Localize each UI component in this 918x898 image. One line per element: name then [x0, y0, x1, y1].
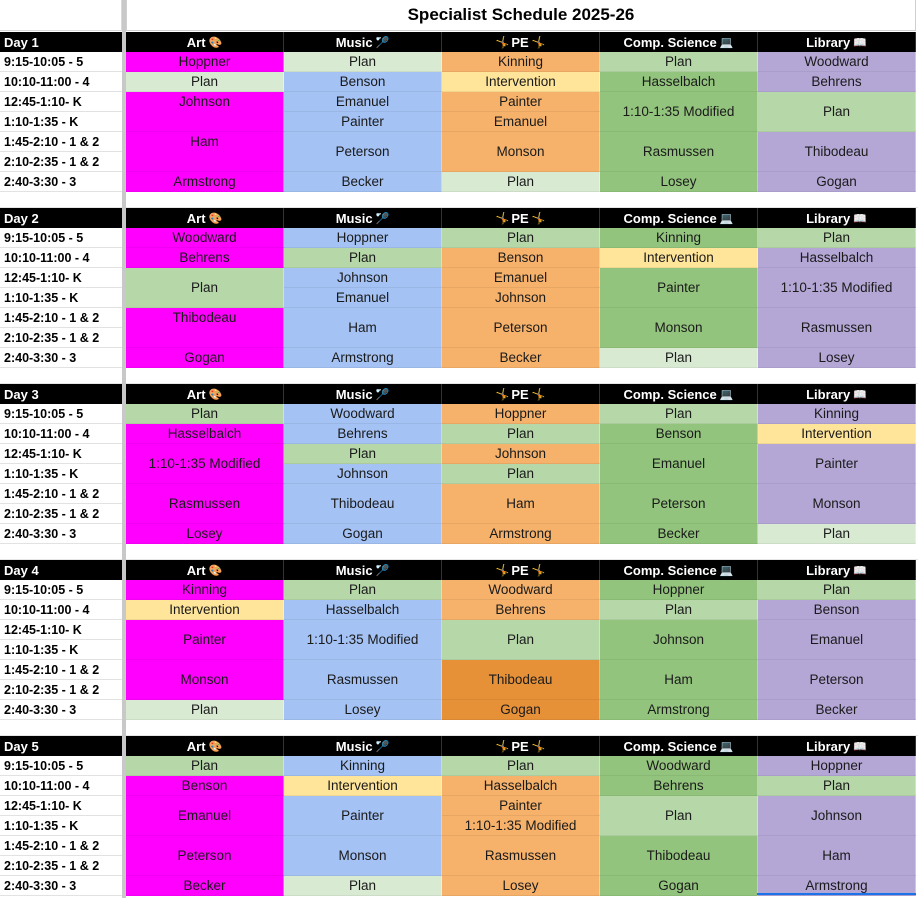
subject-label: Library — [806, 210, 851, 226]
subject-header-art[interactable] — [126, 32, 284, 52]
schedule-cell-art[interactable]: Benson — [126, 776, 284, 796]
subject-label: Music — [335, 210, 373, 226]
schedule-cell-art[interactable]: 1:10-1:35 Modified — [126, 444, 284, 484]
selected-cell-indicator — [757, 893, 916, 895]
schedule-cell-comp-science[interactable]: 1:10-1:35 Modified — [600, 92, 758, 132]
time-slot-label[interactable]: 10:10-11:00 - 4 — [0, 248, 122, 268]
schedule-cell-pe[interactable]: Losey — [442, 876, 600, 896]
schedule-cell-comp-science[interactable]: Monson — [600, 308, 758, 348]
schedule-cell-comp-science[interactable]: Gogan — [600, 876, 758, 896]
schedule-cell-comp-science[interactable]: Peterson — [600, 484, 758, 524]
time-slot-label[interactable]: 12:45-1:10- K — [0, 620, 122, 640]
emoji-icon: 🤸 — [495, 211, 510, 225]
day-header[interactable] — [0, 32, 122, 52]
subject-header-comp-science[interactable] — [600, 32, 758, 52]
emoji-icon: 🤸 — [495, 35, 510, 49]
schedule-cell-art[interactable]: Plan — [126, 72, 284, 92]
time-slot-label[interactable]: 10:10-11:00 - 4 — [0, 600, 122, 620]
subject-header-music[interactable] — [284, 384, 442, 404]
emoji-icon: 📖 — [853, 35, 867, 49]
schedule-cell-pe[interactable]: Monson — [442, 132, 600, 172]
schedule-cell-music[interactable]: 1:10-1:35 Modified — [284, 620, 442, 660]
emoji-icon: 🎨 — [208, 35, 223, 49]
emoji-icon: 🎨 — [208, 563, 223, 577]
subject-header-library[interactable] — [758, 560, 916, 580]
schedule-cell-art[interactable]: Becker — [126, 876, 284, 896]
emoji-icon: 🤸 — [495, 387, 510, 401]
schedule-cell-comp-science[interactable]: Becker — [600, 524, 758, 544]
subject-label: Music — [335, 738, 373, 754]
schedule-cell-pe[interactable]: Woodward — [442, 580, 600, 600]
time-slot-label[interactable]: 1:45-2:10 - 1 & 2 — [0, 660, 122, 680]
empty-corner-cell[interactable] — [0, 0, 122, 31]
schedule-cell-pe[interactable]: Intervention — [442, 72, 600, 92]
emoji-icon: 🏸 — [375, 563, 390, 577]
emoji-icon: 📖 — [853, 387, 867, 401]
schedule-cell-comp-science[interactable]: Hasselbalch — [600, 72, 758, 92]
subject-label: Art — [186, 210, 206, 226]
schedule-cell-music[interactable]: Behrens — [284, 424, 442, 444]
schedule-cell-comp-science[interactable]: Johnson — [600, 620, 758, 660]
subject-label: Art — [186, 738, 206, 754]
schedule-cell-art[interactable]: Hasselbalch — [126, 424, 284, 444]
subject-header-comp-science[interactable] — [600, 384, 758, 404]
emoji-icon: 🤸 — [531, 387, 546, 401]
schedule-cell-music[interactable]: Plan — [284, 444, 442, 464]
schedule-cell-comp-science[interactable]: Hoppner — [600, 580, 758, 600]
schedule-cell-pe[interactable]: Armstrong — [442, 524, 600, 544]
subject-label: Comp. Science — [623, 34, 717, 50]
time-slot-label[interactable]: 1:10-1:35 - K — [0, 816, 122, 836]
frozen-column-divider[interactable] — [122, 0, 126, 898]
schedule-cell-library[interactable]: Plan — [758, 776, 916, 796]
schedule-cell-art[interactable]: Peterson — [126, 836, 284, 876]
schedule-cell-music[interactable]: Rasmussen — [284, 660, 442, 700]
schedule-cell-art[interactable]: Plan — [126, 756, 284, 776]
schedule-cell-music[interactable]: Benson — [284, 72, 442, 92]
schedule-cell-comp-science[interactable]: Plan — [600, 348, 758, 368]
subject-label: Music — [335, 34, 373, 50]
schedule-cell-pe[interactable]: Behrens — [442, 600, 600, 620]
subject-label: Comp. Science — [623, 738, 717, 754]
schedule-cell-library[interactable]: Plan — [758, 524, 916, 544]
time-slot-label[interactable]: 1:10-1:35 - K — [0, 288, 122, 308]
emoji-icon: 🎨 — [208, 387, 223, 401]
time-slot-label[interactable]: 10:10-11:00 - 4 — [0, 776, 122, 796]
subject-label: PE — [511, 34, 529, 50]
emoji-icon: 🤸 — [531, 211, 546, 225]
schedule-cell-art[interactable]: Plan — [126, 404, 284, 424]
schedule-cell-music[interactable]: Kinning — [284, 756, 442, 776]
subject-header-music[interactable] — [284, 736, 442, 756]
schedule-cell-library[interactable]: Losey — [758, 348, 916, 368]
subject-header-music[interactable] — [284, 208, 442, 228]
time-slot-label[interactable]: 9:15-10:05 - 5 — [0, 580, 122, 600]
subject-header-library[interactable] — [758, 384, 916, 404]
time-slot-label[interactable]: 2:10-2:35 - 1 & 2 — [0, 856, 122, 876]
schedule-cell-comp-science[interactable]: Intervention — [600, 248, 758, 268]
schedule-cell-library[interactable]: Emanuel — [758, 620, 916, 660]
time-slot-label[interactable]: 2:40-3:30 - 3 — [0, 700, 122, 720]
subject-header-pe[interactable] — [442, 208, 600, 228]
schedule-cell-music[interactable]: Plan — [284, 52, 442, 72]
schedule-cell-music[interactable]: Hasselbalch — [284, 600, 442, 620]
time-slot-label[interactable]: 12:45-1:10- K — [0, 268, 122, 288]
time-slot-label[interactable]: 12:45-1:10- K — [0, 444, 122, 464]
emoji-icon: 💻 — [719, 35, 734, 49]
day-header[interactable] — [0, 736, 122, 756]
subject-label: Comp. Science — [623, 386, 717, 402]
time-slot-label[interactable]: 2:40-3:30 - 3 — [0, 348, 122, 368]
schedule-cell-art[interactable]: Johnson — [126, 92, 284, 132]
time-slot-label[interactable]: 1:45-2:10 - 1 & 2 — [0, 836, 122, 856]
emoji-icon: 📖 — [853, 211, 867, 225]
subject-label: Music — [335, 386, 373, 402]
subject-label: PE — [511, 738, 529, 754]
schedule-cell-music[interactable]: Emanuel — [284, 288, 442, 308]
schedule-cell-art[interactable]: Painter — [126, 620, 284, 660]
schedule-cell-pe[interactable]: Emanuel — [442, 268, 600, 288]
schedule-cell-pe[interactable]: Gogan — [442, 700, 600, 720]
time-slot-label[interactable]: 2:10-2:35 - 1 & 2 — [0, 328, 122, 348]
schedule-cell-library[interactable]: Thibodeau — [758, 132, 916, 172]
emoji-icon: 💻 — [719, 739, 734, 753]
schedule-cell-music[interactable]: Monson — [284, 836, 442, 876]
emoji-icon: 🎨 — [208, 739, 223, 753]
schedule-cell-music[interactable]: Becker — [284, 172, 442, 192]
schedule-cell-library[interactable]: Ham — [758, 836, 916, 876]
subject-header-art[interactable] — [126, 384, 284, 404]
emoji-icon: 💻 — [719, 563, 734, 577]
schedule-cell-comp-science[interactable]: Benson — [600, 424, 758, 444]
time-slot-label[interactable]: 12:45-1:10- K — [0, 92, 122, 112]
subject-label: Art — [186, 562, 206, 578]
day-header[interactable] — [0, 560, 122, 580]
time-slot-label[interactable]: 9:15-10:05 - 5 — [0, 756, 122, 776]
time-slot-label[interactable]: 9:15-10:05 - 5 — [0, 52, 122, 72]
schedule-cell-pe[interactable]: Hoppner — [442, 404, 600, 424]
subject-label: Art — [186, 34, 206, 50]
subject-header-art[interactable] — [126, 560, 284, 580]
schedule-cell-music[interactable]: Gogan — [284, 524, 442, 544]
subject-label: Music — [335, 562, 373, 578]
schedule-cell-music[interactable]: Thibodeau — [284, 484, 442, 524]
schedule-cell-library[interactable]: Johnson — [758, 796, 916, 836]
schedule-cell-music[interactable]: Hoppner — [284, 228, 442, 248]
schedule-cell-music[interactable]: Painter — [284, 796, 442, 836]
subject-header-pe[interactable] — [442, 560, 600, 580]
subject-header-pe[interactable] — [442, 32, 600, 52]
sheet-title[interactable]: Specialist Schedule 2025-26 — [126, 0, 916, 31]
schedule-cell-comp-science[interactable]: Woodward — [600, 756, 758, 776]
schedule-cell-pe[interactable]: Hasselbalch — [442, 776, 600, 796]
emoji-icon: 💻 — [719, 387, 734, 401]
schedule-cell-comp-science[interactable]: Thibodeau — [600, 836, 758, 876]
schedule-cell-pe[interactable]: Ham — [442, 484, 600, 524]
schedule-cell-comp-science[interactable]: Rasmussen — [600, 132, 758, 172]
schedule-cell-art[interactable]: Woodward — [126, 228, 284, 248]
spacer-row[interactable] — [0, 544, 918, 560]
schedule-cell-music[interactable]: Armstrong — [284, 348, 442, 368]
schedule-cell-music[interactable]: Emanuel — [284, 92, 442, 112]
emoji-icon: 🏸 — [375, 739, 390, 753]
emoji-icon: 🤸 — [531, 563, 546, 577]
day-label: Day 1 — [4, 34, 39, 50]
schedule-cell-pe[interactable]: Plan — [442, 620, 600, 660]
subject-label: Comp. Science — [623, 210, 717, 226]
schedule-cell-pe[interactable]: Johnson — [442, 288, 600, 308]
schedule-cell-pe[interactable]: Johnson — [442, 444, 600, 464]
schedule-cell-library[interactable]: 1:10-1:35 Modified — [758, 268, 916, 308]
schedule-cell-music[interactable]: Woodward — [284, 404, 442, 424]
schedule-cell-library[interactable]: Becker — [758, 700, 916, 720]
subject-header-library[interactable] — [758, 32, 916, 52]
subject-header-library[interactable] — [758, 736, 916, 756]
subject-label: Art — [186, 386, 206, 402]
subject-header-pe[interactable] — [442, 384, 600, 404]
time-slot-label[interactable]: 2:10-2:35 - 1 & 2 — [0, 504, 122, 524]
subject-label: Library — [806, 34, 851, 50]
schedule-cell-art[interactable]: Behrens — [126, 248, 284, 268]
schedule-cell-library[interactable]: Monson — [758, 484, 916, 524]
time-slot-label[interactable]: 2:40-3:30 - 3 — [0, 172, 122, 192]
time-slot-label[interactable]: 2:40-3:30 - 3 — [0, 876, 122, 896]
subject-header-art[interactable] — [126, 736, 284, 756]
subject-header-music[interactable] — [284, 32, 442, 52]
time-slot-label[interactable]: 1:10-1:35 - K — [0, 464, 122, 484]
schedule-cell-pe[interactable]: Plan — [442, 228, 600, 248]
spacer-row[interactable] — [0, 192, 918, 208]
subject-header-comp-science[interactable] — [600, 560, 758, 580]
schedule-cell-art[interactable]: Plan — [126, 268, 284, 308]
emoji-icon: 🏸 — [375, 211, 390, 225]
schedule-cell-pe[interactable]: 1:10-1:35 Modified — [442, 816, 600, 836]
schedule-cell-music[interactable]: Losey — [284, 700, 442, 720]
day-header[interactable] — [0, 384, 122, 404]
schedule-cell-comp-science[interactable]: Plan — [600, 52, 758, 72]
subject-label: PE — [511, 210, 529, 226]
time-slot-label[interactable]: 2:40-3:30 - 3 — [0, 524, 122, 544]
schedule-cell-pe[interactable]: Painter — [442, 92, 600, 112]
schedule-cell-pe[interactable]: Plan — [442, 424, 600, 444]
schedule-cell-music[interactable]: Intervention — [284, 776, 442, 796]
schedule-cell-pe[interactable]: Peterson — [442, 308, 600, 348]
schedule-cell-library[interactable]: Armstrong — [758, 876, 916, 896]
schedule-cell-art[interactable]: Ham — [126, 132, 284, 172]
subject-label: PE — [511, 386, 529, 402]
subject-header-comp-science[interactable] — [600, 208, 758, 228]
schedule-cell-art[interactable]: Plan — [126, 700, 284, 720]
schedule-cell-art[interactable]: Armstrong — [126, 172, 284, 192]
schedule-cell-library[interactable]: Kinning — [758, 404, 916, 424]
schedule-cell-art[interactable]: Gogan — [126, 348, 284, 368]
emoji-icon: 🏸 — [375, 387, 390, 401]
schedule-cell-pe[interactable]: Becker — [442, 348, 600, 368]
schedule-cell-library[interactable]: Woodward — [758, 52, 916, 72]
schedule-cell-art[interactable]: Intervention — [126, 600, 284, 620]
schedule-cell-library[interactable]: Intervention — [758, 424, 916, 444]
schedule-cell-comp-science[interactable]: Kinning — [600, 228, 758, 248]
schedule-cell-music[interactable]: Johnson — [284, 464, 442, 484]
time-slot-label[interactable]: 10:10-11:00 - 4 — [0, 72, 122, 92]
schedule-cell-pe[interactable]: Plan — [442, 172, 600, 192]
emoji-icon: 📖 — [853, 739, 867, 753]
schedule-cell-library[interactable]: Hasselbalch — [758, 248, 916, 268]
schedule-cell-library[interactable]: Rasmussen — [758, 308, 916, 348]
schedule-cell-pe[interactable]: Rasmussen — [442, 836, 600, 876]
spacer-row[interactable] — [0, 368, 918, 384]
schedule-cell-pe[interactable]: Plan — [442, 464, 600, 484]
subject-header-pe[interactable] — [442, 736, 600, 756]
time-slot-label[interactable]: 1:10-1:35 - K — [0, 112, 122, 132]
schedule-cell-comp-science[interactable]: Armstrong — [600, 700, 758, 720]
schedule-cell-pe[interactable]: Thibodeau — [442, 660, 600, 700]
time-slot-label[interactable]: 1:45-2:10 - 1 & 2 — [0, 484, 122, 504]
schedule-cell-library[interactable]: Peterson — [758, 660, 916, 700]
subject-header-art[interactable] — [126, 208, 284, 228]
time-slot-label[interactable]: 1:45-2:10 - 1 & 2 — [0, 308, 122, 328]
schedule-cell-library[interactable]: Gogan — [758, 172, 916, 192]
schedule-cell-art[interactable]: Thibodeau — [126, 308, 284, 348]
schedule-cell-art[interactable]: Losey — [126, 524, 284, 544]
spacer-row[interactable] — [0, 720, 918, 736]
schedule-cell-library[interactable]: Plan — [758, 228, 916, 248]
schedule-cell-music[interactable]: Ham — [284, 308, 442, 348]
day-label: Day 3 — [4, 386, 39, 402]
schedule-cell-library[interactable]: Hoppner — [758, 756, 916, 776]
schedule-cell-pe[interactable]: Painter — [442, 796, 600, 816]
emoji-icon: 🤸 — [531, 739, 546, 753]
schedule-cell-comp-science[interactable]: Emanuel — [600, 444, 758, 484]
schedule-cell-comp-science[interactable]: Plan — [600, 404, 758, 424]
schedule-cell-library[interactable]: Painter — [758, 444, 916, 484]
subject-header-library[interactable] — [758, 208, 916, 228]
emoji-icon: 🤸 — [531, 35, 546, 49]
schedule-cell-music[interactable]: Johnson — [284, 268, 442, 288]
schedule-cell-comp-science[interactable]: Plan — [600, 600, 758, 620]
schedule-cell-comp-science[interactable]: Painter — [600, 268, 758, 308]
schedule-cell-library[interactable]: Behrens — [758, 72, 916, 92]
schedule-cell-comp-science[interactable]: Ham — [600, 660, 758, 700]
schedule-cell-art[interactable]: Rasmussen — [126, 484, 284, 524]
time-slot-label[interactable]: 12:45-1:10- K — [0, 796, 122, 816]
schedule-cell-comp-science[interactable]: Plan — [600, 796, 758, 836]
emoji-icon: 🏸 — [375, 35, 390, 49]
schedule-cell-music[interactable]: Plan — [284, 580, 442, 600]
subject-label: Library — [806, 738, 851, 754]
emoji-icon: 🤸 — [495, 563, 510, 577]
schedule-cell-library[interactable]: Benson — [758, 600, 916, 620]
time-slot-label[interactable]: 2:10-2:35 - 1 & 2 — [0, 680, 122, 700]
schedule-cell-art[interactable]: Monson — [126, 660, 284, 700]
schedule-cell-art[interactable]: Kinning — [126, 580, 284, 600]
schedule-cell-music[interactable]: Painter — [284, 112, 442, 132]
time-slot-label[interactable]: 1:10-1:35 - K — [0, 640, 122, 660]
emoji-icon: 🤸 — [495, 739, 510, 753]
time-slot-label[interactable]: 9:15-10:05 - 5 — [0, 404, 122, 424]
schedule-cell-pe[interactable]: Kinning — [442, 52, 600, 72]
schedule-cell-art[interactable]: Emanuel — [126, 796, 284, 836]
day-header[interactable] — [0, 208, 122, 228]
schedule-cell-music[interactable]: Plan — [284, 876, 442, 896]
time-slot-label[interactable]: 10:10-11:00 - 4 — [0, 424, 122, 444]
subject-label: PE — [511, 562, 529, 578]
time-slot-label[interactable]: 2:10-2:35 - 1 & 2 — [0, 152, 122, 172]
subject-header-comp-science[interactable] — [600, 736, 758, 756]
time-slot-label[interactable]: 9:15-10:05 - 5 — [0, 228, 122, 248]
schedule-cell-pe[interactable]: Plan — [442, 756, 600, 776]
schedule-cell-music[interactable]: Plan — [284, 248, 442, 268]
day-label: Day 4 — [4, 562, 39, 578]
schedule-cell-pe[interactable]: Benson — [442, 248, 600, 268]
schedule-cell-library[interactable]: Plan — [758, 92, 916, 132]
schedule-cell-library[interactable]: Plan — [758, 580, 916, 600]
day-label: Day 5 — [4, 738, 39, 754]
emoji-icon: 🎨 — [208, 211, 223, 225]
emoji-icon: 📖 — [853, 563, 867, 577]
day-label: Day 2 — [4, 210, 39, 226]
subject-label: Library — [806, 386, 851, 402]
subject-label: Library — [806, 562, 851, 578]
subject-label: Comp. Science — [623, 562, 717, 578]
emoji-icon: 💻 — [719, 211, 734, 225]
schedule-cell-pe[interactable]: Emanuel — [442, 112, 600, 132]
subject-header-music[interactable] — [284, 560, 442, 580]
schedule-cell-comp-science[interactable]: Losey — [600, 172, 758, 192]
schedule-cell-music[interactable]: Peterson — [284, 132, 442, 172]
schedule-cell-comp-science[interactable]: Behrens — [600, 776, 758, 796]
time-slot-label[interactable]: 1:45-2:10 - 1 & 2 — [0, 132, 122, 152]
schedule-cell-art[interactable]: Hoppner — [126, 52, 284, 72]
